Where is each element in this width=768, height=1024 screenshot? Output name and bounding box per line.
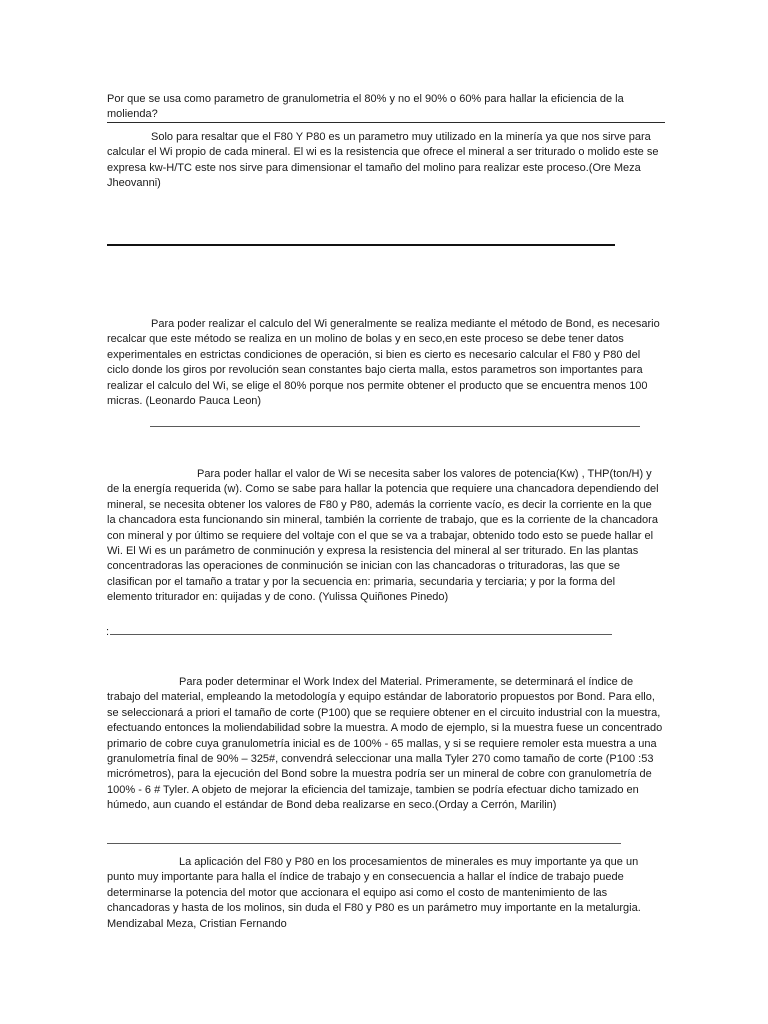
question-heading: Por que se usa como parametro de granulometria el 80% y no el 90% o 60% para hallar la eficiencia de la molienda? (107, 93, 624, 121)
answer-paragraph-4: Para poder determinar el Work Index del Material. Primeramente, se determinará el índice de trabajo del material, empleando la metodología y equipo estándar de laboratorio propuestos por Bond. Para ello, se seleccionará a priori el tamaño de corte (P100) que se requiere obtener en el circuito industrial con la muestra, efectuando entonces la moliendabilidad sobre la muestra. A modo de ejemplo, si la muestra fuese un concentrado primario de cobre cuya granulometría inicial es de 100% - 65 mallas, y si se requiere remoler esta muestra a una granulometría final de 90% – 325#, convendrá seleccionar una malla Tyler 270 como tamaño de corte (P100 :53 micrómetros), para la ejecución del Bond sobre la muestra podría ser un mineral de cobre con granulometría de 100% - 6 # Tyler. A objeto de mejorar la eficiencia del tamizaje, tambien se podría efectuar dicho tamizado en húmedo, aun cuando el estándar de Bond deba realizarse en seco.(Orday a Cerrón, Marilin) (107, 676, 663, 812)
separator-rule-3 (110, 634, 612, 635)
separator-rule-1 (107, 244, 615, 246)
separator-rule-4 (107, 843, 621, 844)
answer-paragraph-5: La aplicación del F80 y P80 en los procesamientos de minerales es muy importante ya que un punto muy importante para halla el índice de trabajo y en consecuencia a hallar el índice de trabajo puede determinarse la potencia del motor que accionara el equipo asi como el costo de mantenimiento de las chancadoras y hasta de los molinos, sin duda el F80 y P80 es un parámetro muy importante en la metalurgia. Mendizabal Meza, Cristian Fernando (107, 856, 641, 930)
heading-underline (107, 122, 665, 123)
separator-colon: : (106, 626, 110, 638)
answer-paragraph-2: Para poder realizar el calculo del Wi generalmente se realiza mediante el método de Bond, es necesario recalcar que este método se realiza en un molino de bolas y en seco,en este proceso se debe tener datos experimentales en estrictas condiciones de operación, si bien es cierto es necesario calcular el F80 y P80 del ciclo donde los giros por revolución sean constantes bajo cierta malla, estos parametros son importantes para realizar el calculo del Wi, se elige el 80% porque nos permite obtener el producto que se encuentra menos 100 micras. (Leonardo Pauca Leon) (107, 318, 660, 408)
separator-rule-2 (150, 426, 640, 427)
answer-paragraph-1: Solo para resaltar que el F80 Y P80 es un parametro muy utilizado en la minería ya que nos sirve para calcular el Wi propio de cada mineral. El wi es la resistencia que ofrece el mineral a ser triturado o molido este se expresa kw-H/TC este nos sirve para dimensionar el tamaño del molino para realizar este proceso.(Ore Meza Jheovanni) (107, 131, 659, 190)
answer-paragraph-3: Para poder hallar el valor de Wi se necesita saber los valores de potencia(Kw) , THP(ton/H) y de la energía requerida (w). Como se sabe para hallar la potencia que requiere una chancadora dependiendo del mineral, se necesita obtener los valores de F80 y P80, además la corriente vacío, es decir la corriente en la que la chancadora esta funcionando sin mineral, también la corriente de trabajo, que es la corriente de la chancadora con mineral y por último se requiere del voltaje con el que se va a trabajar, obtenido todo esto se puede hallar el Wi. El Wi es un parámetro de conminución y expresa la resistencia del mineral al ser triturado. En las plantas concentradoras las operaciones de conminución se inician con las chancadoras o trituradoras, las que se clasifican por el tamaño a tratar y por la secuencia en: primaria, secundaria y terciaria; y por la forma del elemento triturador en: quijadas y de cono. (Yulissa Quiñones Pinedo) (107, 468, 659, 604)
